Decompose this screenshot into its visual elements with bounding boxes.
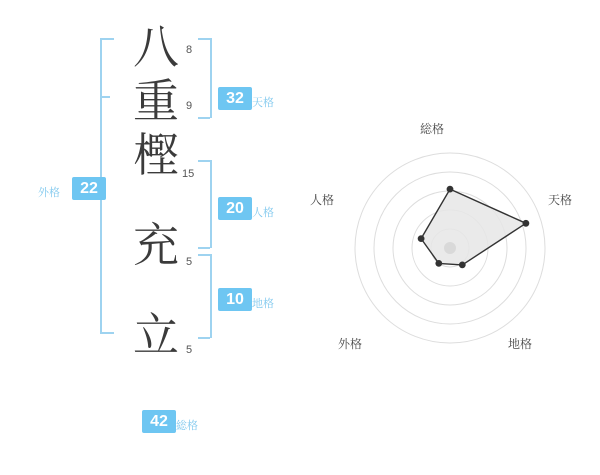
score-gaikaku-value: 22 bbox=[72, 177, 106, 200]
radar-label-soukaku: 総格 bbox=[420, 122, 445, 136]
stroke-count-2: 9 bbox=[186, 100, 193, 112]
jinkaku-bracket-top bbox=[198, 160, 210, 162]
score-gaikaku-label: 外格 bbox=[38, 187, 60, 199]
kanji-char-5: 立 bbox=[133, 308, 179, 362]
kanji-char-3: 樫 bbox=[133, 128, 179, 182]
stroke-count-4: 5 bbox=[186, 256, 193, 268]
outer-bracket-tick-1 bbox=[100, 96, 110, 98]
tenkaku-bracket-vertical bbox=[210, 38, 212, 118]
stroke-count-3: 15 bbox=[182, 168, 195, 180]
outer-bracket-top bbox=[100, 38, 114, 40]
chikaku-bracket-top bbox=[198, 254, 210, 256]
score-chikaku-label: 地格 bbox=[252, 298, 274, 310]
tenkaku-bracket-bottom bbox=[198, 117, 210, 119]
radar-chart-panel bbox=[300, 0, 600, 470]
score-soukaku-label: 総格 bbox=[176, 420, 198, 432]
jinkaku-bracket-bottom bbox=[198, 247, 210, 249]
radar-label-chikaku: 地格 bbox=[508, 337, 533, 351]
tenkaku-bracket-top bbox=[198, 38, 210, 40]
kanji-char-4: 充 bbox=[133, 218, 179, 272]
radar-label-gaikaku: 外格 bbox=[338, 337, 363, 351]
radar-label-tenkaku: 天格 bbox=[548, 193, 573, 207]
kanji-char-1: 八 bbox=[133, 20, 179, 74]
score-jinkaku-value: 20 bbox=[218, 197, 252, 220]
stroke-count-5: 5 bbox=[186, 344, 193, 356]
chikaku-bracket-vertical bbox=[210, 254, 212, 338]
chikaku-bracket-bottom bbox=[198, 337, 210, 339]
radar-chart bbox=[300, 0, 600, 470]
score-tenkaku-value: 32 bbox=[218, 87, 252, 110]
score-chikaku-value: 10 bbox=[218, 288, 252, 311]
radar-label-jinkaku: 人格 bbox=[310, 193, 335, 207]
stroke-count-1: 8 bbox=[186, 44, 193, 56]
jinkaku-bracket-vertical bbox=[210, 160, 212, 248]
score-tenkaku-label: 天格 bbox=[252, 97, 274, 109]
kanji-char-2: 重 bbox=[133, 74, 179, 128]
outer-bracket-bottom bbox=[100, 332, 114, 334]
name-diagram-panel bbox=[0, 0, 300, 470]
score-soukaku-value: 42 bbox=[142, 410, 176, 433]
score-jinkaku-label: 人格 bbox=[252, 207, 274, 219]
